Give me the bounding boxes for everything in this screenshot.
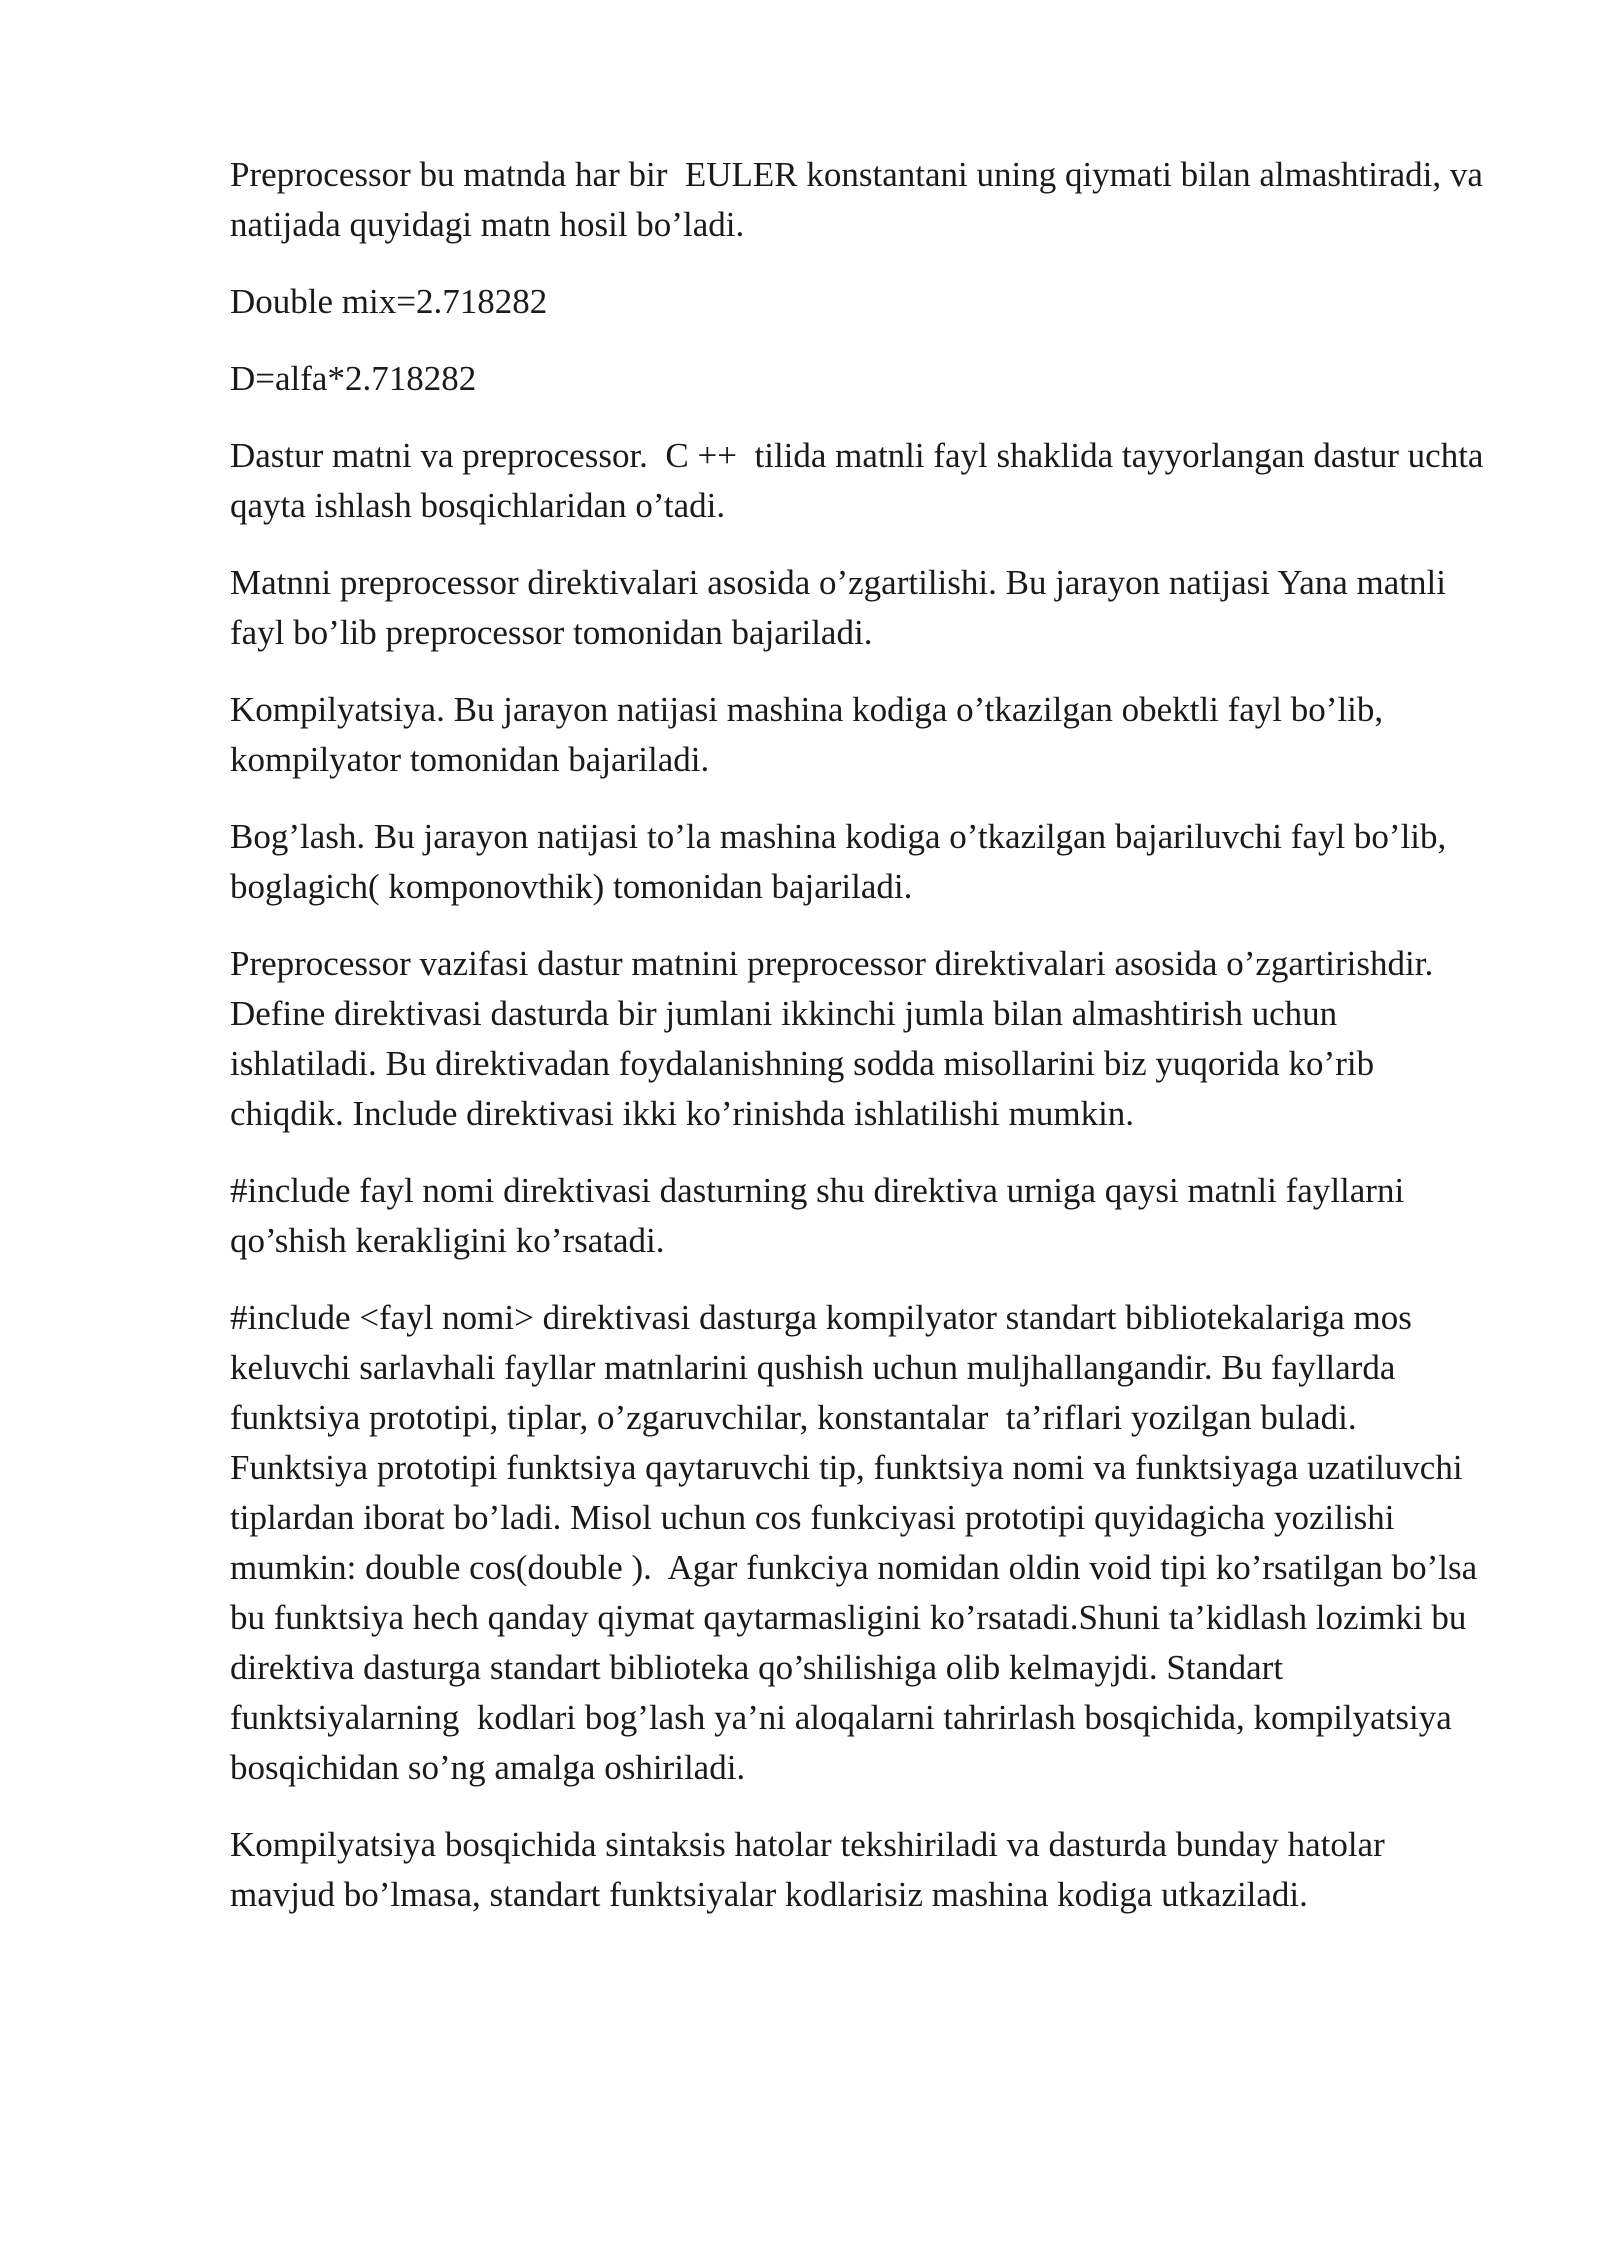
paragraph-preprocessing-stage: Matnni preprocessor direktivalari asosida o’zgartilishi. Bu jarayon natijasi Yana matnli fayl bo’lib preprocessor tomonidan bajariladi. <box>230 563 1455 652</box>
paragraph-preprocessor-task: Preprocessor vazifasi dastur matnini preprocessor direktivalari asosida o’zgartirishdir. Define direktivasi dasturda bir jumlani ikkinchi jumla bilan almashtirish uchun ishlatiladi. Bu direktivadan foydalanishning sodda misollarini biz yuqorida ko’rib chiqdik. Include direktivasi ikki ko’rinishda ishlatilishi mumkin. <box>230 944 1442 1133</box>
paragraph-include-quoted: #include fayl nomi direktivasi dasturning shu direktiva urniga qaysi matnli fayllarni qo’shish kerakligini ko’rsatadi. <box>230 1171 1413 1260</box>
paragraph-code-double-mix: Double mix=2.718282 <box>230 282 548 321</box>
paragraph-compilation-stage: Kompilyatsiya. Bu jarayon natijasi mashina kodiga o’tkazilgan obektli fayl bo’lib, kompilyator tomonidan bajariladi. <box>230 690 1392 779</box>
paragraph-include-angle: #include <fayl nomi> direktivasi dasturga kompilyator standart bibliotekalariga mos keluvchi sarlavhali fayllar matnlarini qushish uchun muljhallangandir. Bu fayllarda funktsiya prototipi, tiplar, o’zgaruvchilar, konstantalar ta’riflari yozilgan buladi. Funktsiya prototipi funktsiya qaytaruvchi tip, funktsiya nomi va funktsiyaga uzatiluvchi tiplardan iborat bo’ladi. Misol uchun cos funkciyasi prototipi quyidagicha yozilishi mumkin: double cos(double ). Agar funkciya nomidan oldin void tipi ko’rsatilgan bo’lsa bu funktsiya hech qanday qiymat qaytarmasligini ko’rsatadi.Shuni ta’kidlash lozimki bu direktiva dasturga standart biblioteka qo’shilishiga olib kelmayjdi. Standart funktsiyalarning kodlari bog’lash ya’ni aloqalarni tahrirlash bosqichida, kompilyatsiya bosqichidan so’ng amalga oshiriladi. <box>230 1298 1486 1787</box>
paragraph-compilation-syntax-check: Kompilyatsiya bosqichida sintaksis hatolar tekshiriladi va dasturda bunday hatolar mavjud bo’lmasa, standart funktsiyalar kodlarisiz mashina kodiga utkaziladi. <box>230 1825 1394 1914</box>
paragraph-euler-replacement: Preprocessor bu matnda har bir EULER konstantani uning qiymati bilan almashtiradi, va natijada quyidagi matn hosil bo’ladi. <box>230 155 1492 244</box>
document-body <box>230 150 1493 1947</box>
paragraph-code-d-alfa: D=alfa*2.718282 <box>230 359 477 398</box>
paragraph-program-text-preprocessor: Dastur matni va preprocessor. C ++ tilida matnli fayl shaklida tayyorlangan dastur uchta qayta ishlash bosqichlaridan o’tadi. <box>230 436 1493 525</box>
paragraph-linking-stage: Bog’lash. Bu jarayon natijasi to’la mashina kodiga o’tkazilgan bajariluvchi fayl bo’lib, boglagich( komponovthik) tomonidan bajariladi. <box>230 817 1456 906</box>
